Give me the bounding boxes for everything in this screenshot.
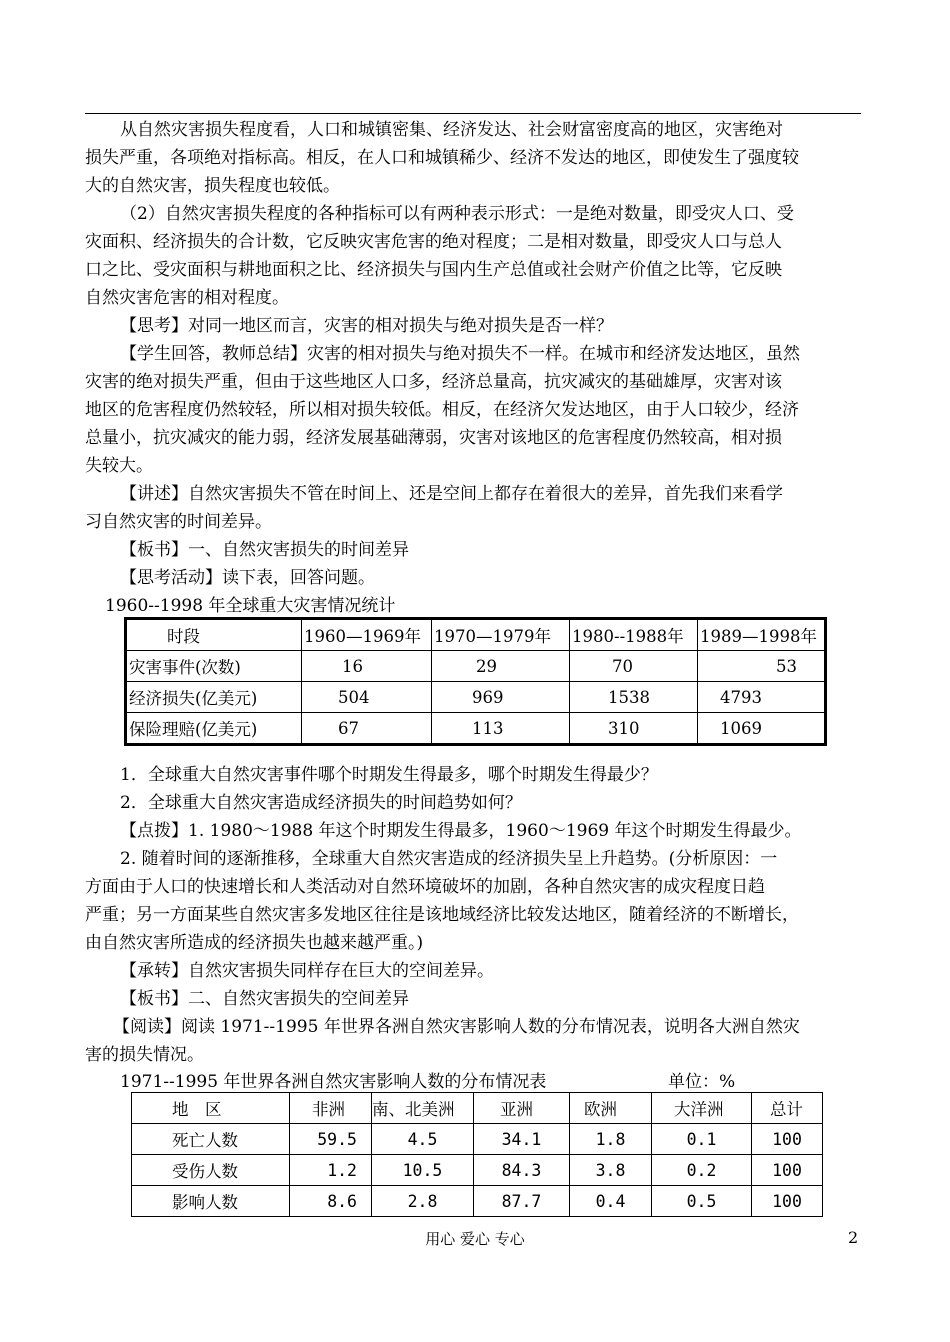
paragraph-line: 灾面积、经济损失的合计数，它反映灾害危害的绝对程度；二是相对数量，即受灾人口与总人 [85, 232, 782, 252]
table-cell: 969 [432, 682, 570, 713]
table-cell: 34.1 [474, 1124, 570, 1155]
paragraph-line: 【点拨】1. 1980～1988 年这个时期发生得最多，1960～1969 年这个时期发生得最少。 [120, 821, 802, 841]
row-label: 受伤人数 [132, 1155, 290, 1186]
table-cell: 84.3 [474, 1155, 570, 1186]
header-rule [85, 113, 861, 114]
table-row [126, 651, 826, 682]
paragraph-line: 习自然灾害的时间差异。 [85, 512, 272, 532]
table-row [132, 1186, 823, 1217]
table-header-cell: 1989—1998年 [698, 619, 826, 651]
paragraph-line: 从自然灾害损失程度看，人口和城镇密集、经济发达、社会财富密度高的地区，灾害绝对 [120, 120, 783, 140]
board-heading: 【板书】一、自然灾害损失的时间差异 [120, 540, 409, 560]
table-cell: 1069 [698, 713, 826, 745]
paragraph-line: （2）自然灾害损失程度的各种指标可以有两种表示形式：一是绝对数量，即受灾人口、受 [120, 204, 794, 224]
question-line: 1．全球重大自然灾害事件哪个时期发生得最多，哪个时期发生得最少？ [120, 765, 658, 785]
table-cell: 0.5 [652, 1186, 752, 1217]
table-header-cell: 总计 [752, 1093, 823, 1124]
table-header-row [132, 1093, 823, 1124]
table-row [126, 682, 826, 713]
paragraph-line: 总量小，抗灾减灾的能力弱，经济发展基础薄弱，灾害对该地区的危害程度仍然较高，相对损 [85, 428, 782, 448]
paragraph-line: 害的损失情况。 [85, 1045, 204, 1065]
table-cell: 87.7 [474, 1186, 570, 1217]
disaster-statistics-table [124, 617, 827, 746]
table-cell: 3.8 [570, 1155, 652, 1186]
paragraph-line: 方面由于人口的快速增长和人类活动对自然环境破坏的加剧，各种自然灾害的成灾程度日趋 [85, 877, 765, 897]
table-header-cell: 南、北美洲 [372, 1093, 474, 1124]
paragraph-line: 损失严重，各项绝对指标高。相反，在人口和城镇稀少、经济不发达的地区，即使发生了强度较 [85, 148, 799, 168]
table-header-cell: 非洲 [290, 1093, 372, 1124]
paragraph-line: 【学生回答，教师总结】灾害的相对损失与绝对损失不一样。在城市和经济发达地区，虽然 [120, 344, 800, 364]
paragraph-line: 【思考】对同一地区而言，灾害的相对损失与绝对损失是否一样？ [120, 316, 613, 336]
paragraph-line: 【承转】自然灾害损失同样存在巨大的空间差异。 [120, 961, 494, 981]
table-cell: 100 [752, 1155, 823, 1186]
table-header-cell: 时段 [126, 619, 302, 651]
table-header-row [126, 619, 826, 651]
paragraph-line: 【讲述】自然灾害损失不管在时间上、还是空间上都存在着很大的差异，首先我们来看学 [120, 484, 783, 504]
table-cell: 100 [752, 1186, 823, 1217]
table-cell: 0.4 [570, 1186, 652, 1217]
paragraph-line: 严重；另一方面某些自然灾害多发地区往往是该地域经济比较发达地区，随着经济的不断增长， [85, 905, 799, 925]
table-cell: 4793 [698, 682, 826, 713]
paragraph-line: 自然灾害危害的相对程度。 [85, 288, 289, 308]
paragraph-line: 灾害的绝对损失严重，但由于这些地区人口多，经济总量高，抗灾减灾的基础雄厚，灾害对该 [85, 372, 782, 392]
table-header-cell: 1960—1969年 [302, 619, 432, 651]
table-cell: 67 [302, 713, 432, 745]
paragraph-line: 【思考活动】读下表，回答问题。 [120, 568, 375, 588]
table-cell: 53 [698, 651, 826, 682]
table-cell: 0.2 [652, 1155, 752, 1186]
table-cell: 59.5 [290, 1124, 372, 1155]
table-header-cell: 1970—1979年 [432, 619, 570, 651]
table-cell: 0.1 [652, 1124, 752, 1155]
table-cell: 16 [302, 651, 432, 682]
page-number: 2 [848, 1228, 859, 1247]
table-cell: 8.6 [290, 1186, 372, 1217]
page-footer: 用心 爱心 专心 [425, 1230, 525, 1248]
table-cell: 310 [570, 713, 698, 745]
table-cell: 1.8 [570, 1124, 652, 1155]
table-cell: 70 [570, 651, 698, 682]
table-cell: 10.5 [372, 1155, 474, 1186]
row-label: 死亡人数 [132, 1124, 290, 1155]
table-row [132, 1155, 823, 1186]
row-label: 影响人数 [132, 1186, 290, 1217]
table-cell: 2.8 [372, 1186, 474, 1217]
table2-unit: 单位：% [668, 1072, 736, 1092]
continent-impact-table [131, 1092, 823, 1217]
row-label: 经济损失(亿美元) [126, 682, 302, 713]
table-header-cell: 地 区 [132, 1093, 290, 1124]
table-row [126, 713, 826, 745]
row-label: 灾害事件(次数) [126, 651, 302, 682]
table-cell: 113 [432, 713, 570, 745]
paragraph-line: 地区的危害程度仍然较轻，所以相对损失较低。相反，在经济欠发达地区，由于人口较少，经济 [85, 400, 799, 420]
paragraph-line: 口之比、受灾面积与耕地面积之比、经济损失与国内生产总值或社会财产价值之比等，它反映 [85, 260, 782, 280]
paragraph-line: 由自然灾害所造成的经济损失也越来越严重。) [85, 933, 424, 953]
question-line: 2．全球重大自然灾害造成经济损失的时间趋势如何？ [120, 793, 522, 813]
table-cell: 4.5 [372, 1124, 474, 1155]
table-row [132, 1124, 823, 1155]
paragraph-line: 失较大。 [85, 456, 153, 476]
table-cell: 29 [432, 651, 570, 682]
paragraph-line: 【阅读】阅读 1971--1995 年世界各洲自然灾害影响人数的分布情况表，说明各大洲自然灾 [113, 1017, 800, 1037]
table-cell: 1.2 [290, 1155, 372, 1186]
table-header-cell: 大洋洲 [652, 1093, 752, 1124]
paragraph-line: 大的自然灾害，损失程度也较低。 [85, 176, 340, 196]
table-cell: 504 [302, 682, 432, 713]
table-cell: 1538 [570, 682, 698, 713]
table-header-cell: 亚洲 [474, 1093, 570, 1124]
paragraph-line: 2. 随着时间的逐渐推移，全球重大自然灾害造成的经济损失呈上升趋势。(分析原因：一 [120, 849, 778, 869]
row-label: 保险理赔(亿美元) [126, 713, 302, 745]
board-heading: 【板书】二、自然灾害损失的空间差异 [120, 989, 409, 1009]
table-header-cell: 1980--1988年 [570, 619, 698, 651]
table1-caption: 1960--1998 年全球重大灾害情况统计 [105, 596, 396, 616]
table-header-cell: 欧洲 [570, 1093, 652, 1124]
table-cell: 100 [752, 1124, 823, 1155]
table2-caption: 1971--1995 年世界各洲自然灾害影响人数的分布情况表 [120, 1072, 547, 1092]
